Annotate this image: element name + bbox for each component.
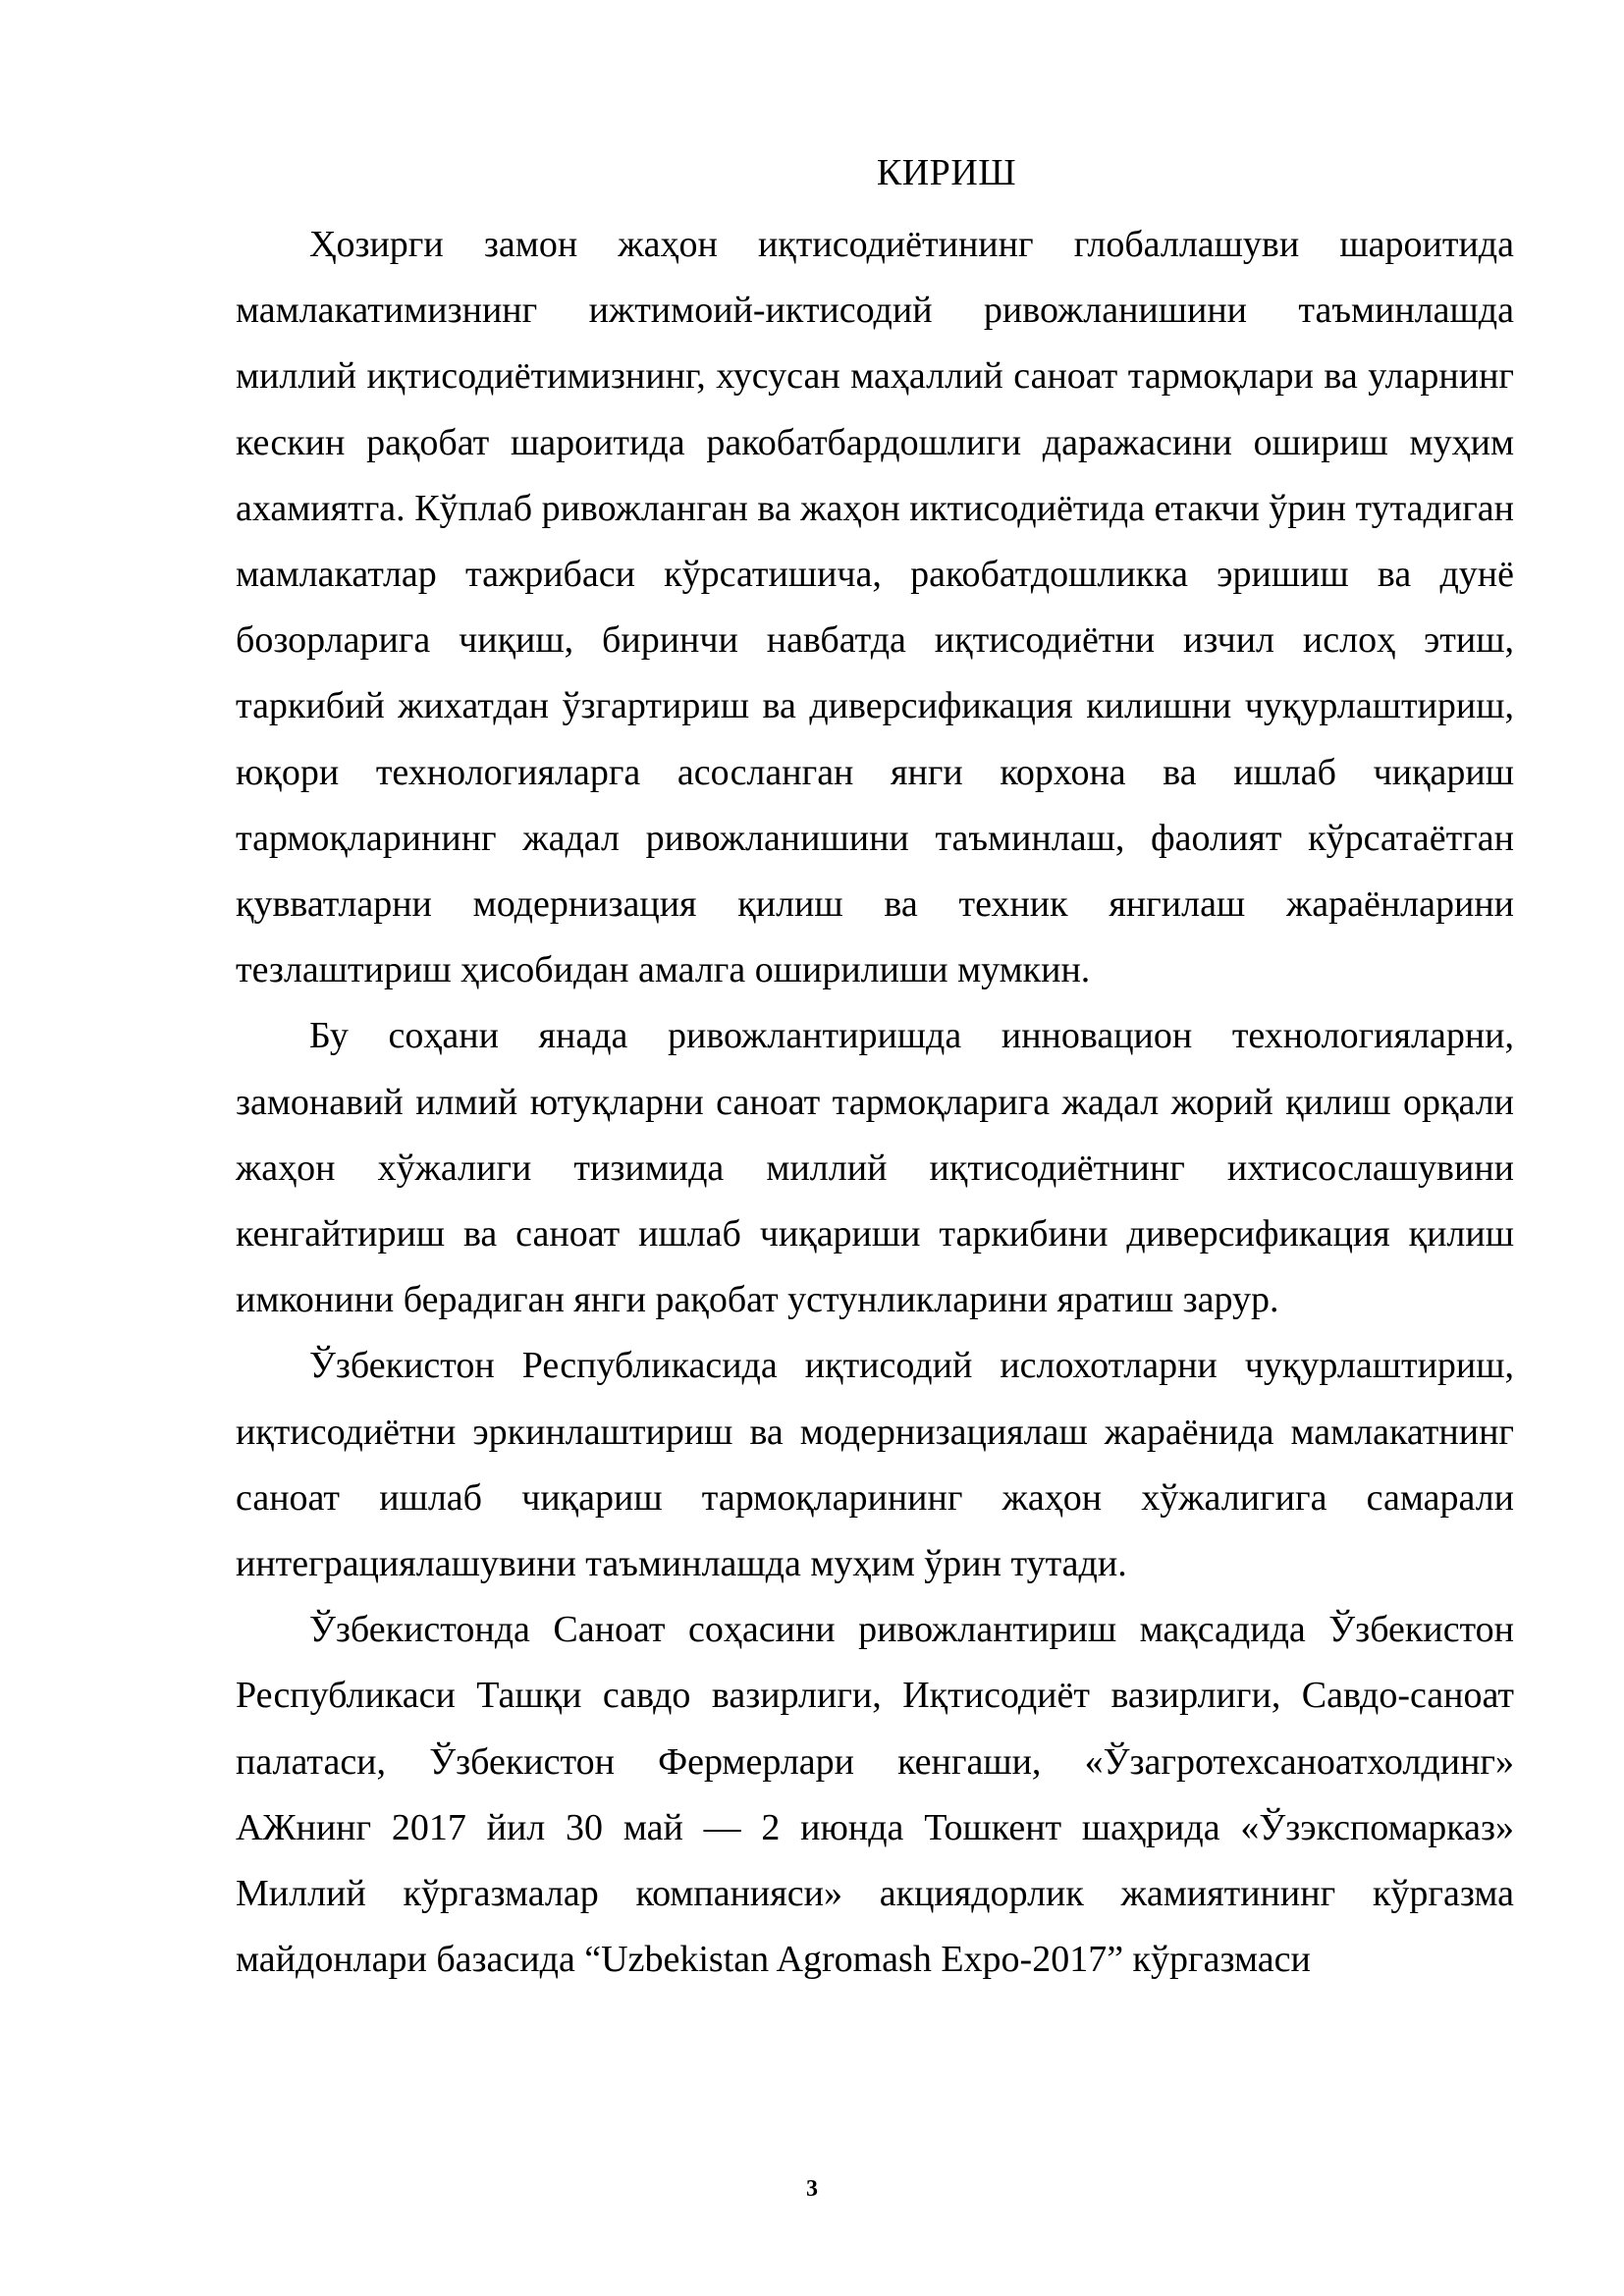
paragraph-1: Ҳозирги замон жаҳон иқтисодиётининг глобаллашуви шароитида мамлакатимизнинг ижтимоий-иктисодий ривожланишини таъминлашда миллий иқтисодиётимизнинг, хусусан маҳаллий саноат тармоқлари ва уларнинг кескин рақобат шароитида ракобатбардошлиги даражасини ошириш муҳим ахамиятга. Кўплаб ривожланган ва жаҳон иктисодиётида етакчи ўрин тутадиган мамлакатлар тажрибаси кўрсатишича, ракобатдошликка эришиш ва дунё бозорларига чиқиш, биринчи навбатда иқтисодиётни изчил ислоҳ этиш, таркибий жихатдан ўзгартириш ва диверсификация килишни чуқурлаштириш, юқори технологияларга асосланган янги корхона ва ишлаб чиқариш тармоқларининг жадал ривожланишини таъминлаш, фаолият кўрсатаётган қувватларни модернизация қилиш ва техник янгилаш жараёнларини тезлаштириш ҳисобидан амалга оширилиши мумкин. (236, 224, 1514, 991)
page-number: 3 (806, 2176, 818, 2202)
paragraph-3: Ўзбекистон Республикасида иқтисодий ислохотларни чуқурлаштириш, иқтисодиётни эркинлаштириш ва модернизациялаш жараёнида мамлакатнинг саноат ишлаб чиқариш тармоқларининг жаҳон хўжалигига самарали интеграциялашувини таъминлашда муҳим ўрин тутади. (236, 1345, 1514, 1585)
paragraph-2: Бу соҳани янада ривожлантиришда инновацион технологияларни, замонавий илмий ютуқларни саноат тармоқларига жадал жорий қилиш орқали жаҳон хўжалиги тизимида миллий иқтисодиётнинг ихтисослашувини кенгайтириш ва саноат ишлаб чиқариши таркибини диверсификация қилиш имконини берадиган янги рақобат устунликларини яратиш зарур. (236, 1015, 1514, 1321)
body-text (236, 212, 1514, 1993)
section-title: КИРИШ (876, 152, 1017, 193)
paragraph-4: Ўзбекистонда Саноат соҳасини ривожлантириш мақсадида Ўзбекистон Республикаси Ташқи савдо вазирлиги, Иқтисодиёт вазирлиги, Савдо-саноат палатаси, Ўзбекистон Фермерлари кенгаши, «Ўзагротехсаноатхолдинг» АЖнинг 2017 йил 30 май — 2 июнда Тошкент шаҳрида «Ўзэкспомарказ» Миллий кўргазмалар компанияси» акциядорлик жамиятининг кўргазма майдонлари базасида “Uzbekistan Agromash Expo-2017” кўргазмаси (236, 1609, 1514, 1981)
